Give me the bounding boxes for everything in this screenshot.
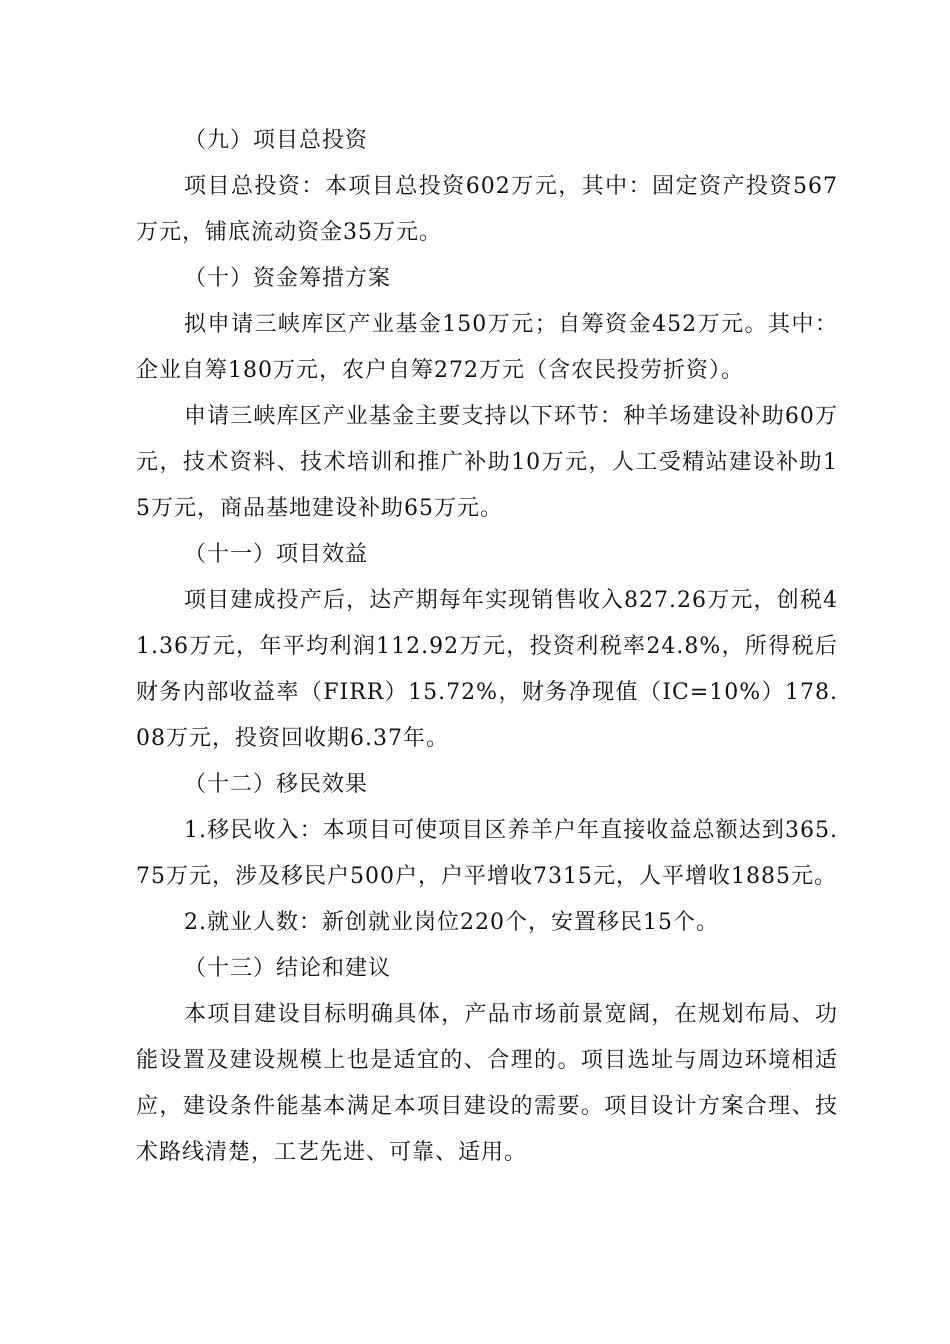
section-heading-10: （十）资金筹措方案 [184,266,392,291]
section-heading-11: （十一）项目效益 [184,542,369,567]
paragraph-funding-sources: 拟申请三峡库区产业基金150万元；自筹资金452万元。其中：企业自筹180万元，农户自筹272万元（含农民投劳折资）。 [136,312,838,383]
section-heading-13: （十三）结论和建议 [184,956,392,981]
paragraph-fund-support: 申请三峡库区产业基金主要支持以下环节：种羊场建设补助60万元，技术资料、技术培训和推广补助10万元，人工受精站建设补助15万元，商品基地建设补助65万元。 [136,404,838,521]
section-heading-9: （九）项目总投资 [184,128,369,153]
paragraph-migrant-income: 1.移民收入：本项目可使项目区养羊户年直接收益总额达到365.75万元，涉及移民户500户，户平增收7315元，人平增收1885元。 [136,818,838,889]
document-page [136,118,838,1176]
paragraph-conclusion: 本项目建设目标明确具体，产品市场前景宽阔，在规划布局、功能设置及建设规模上也是适宜的、合理的。项目选址与周边环境相适应，建设条件能基本满足本项目建设的需要。项目设计方案合理、技术路线清楚，工艺先进、可靠、适用。 [136,1002,838,1165]
paragraph-project-benefits: 项目建成投产后，达产期每年实现销售收入827.26万元，创税41.36万元，年平均利润112.92万元，投资利税率24.8%，所得税后财务内部收益率（FIRR）15.72%，财务净现值（IC=10%）178.08万元，投资回收期6.37年。 [136,588,838,751]
paragraph-employment: 2.就业人数：新创就业岗位220个，安置移民15个。 [184,910,719,935]
paragraph-total-investment: 项目总投资：本项目总投资602万元，其中：固定资产投资567万元，铺底流动资金35万元。 [136,174,838,245]
section-heading-12: （十二）移民效果 [184,772,369,797]
